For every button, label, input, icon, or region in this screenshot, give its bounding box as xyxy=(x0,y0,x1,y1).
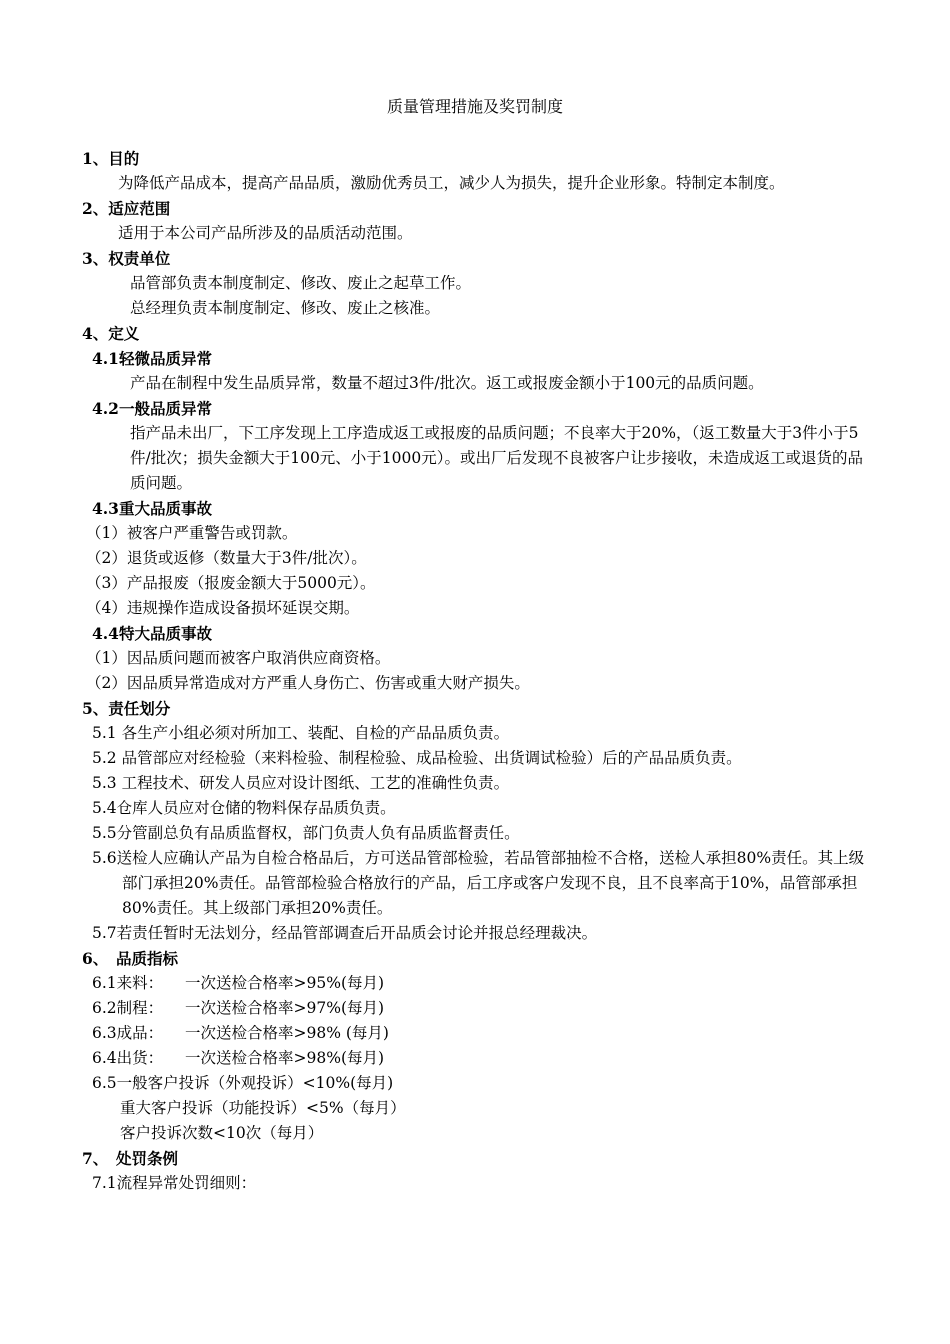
quality-indicator-row xyxy=(82,1021,882,1046)
section-1-heading: 1、目的 xyxy=(82,149,140,168)
penalty-item-7-1: 7.1流程异常处罚细则： xyxy=(92,1174,257,1192)
responsibility-item: 5.4仓库人员应对仓储的物料保存品质负责。 xyxy=(92,799,396,817)
section-4-heading: 4、定义 xyxy=(82,324,140,343)
section-7-heading: 7、 处罚条例 xyxy=(82,1149,179,1168)
document-body xyxy=(82,146,882,1196)
definition-4-3-item: （2）退货或返修（数量大于3件/批次）。 xyxy=(86,549,367,567)
responsibility-item: 5.1 各生产小组必须对所加工、装配、自检的产品品质负责。 xyxy=(92,724,510,742)
quality-indicator-row xyxy=(82,996,882,1021)
definition-4-4-item: （1）因品质问题而被客户取消供应商资格。 xyxy=(86,649,391,667)
quality-indicator-complaint-major: 重大客户投诉（功能投诉）<5%（每月） xyxy=(120,1099,406,1117)
section-1-text: 为降低产品成本，提高产品品质，激励优秀员工，减少人为损失，提升企业形象。特制定本制度。 xyxy=(118,174,785,192)
indicator-value: 一次送检合格率>95%(每月) xyxy=(185,974,385,992)
quality-indicator-row xyxy=(82,1046,882,1071)
quality-indicator-row xyxy=(82,971,882,996)
section-3-heading: 3、权责单位 xyxy=(82,249,171,268)
responsibility-item: 5.3 工程技术、研发人员应对设计图纸、工艺的准确性负责。 xyxy=(92,774,510,792)
responsibility-item: 5.2 品管部应对经检验（来料检验、制程检验、成品检验、出货调试检验）后的产品品质负责。 xyxy=(92,749,742,767)
definition-4-2-heading: 4.2一般品质异常 xyxy=(92,399,212,418)
definition-4-2-text: 指产品未出厂，下工序发现上工序造成返工或报废的品质问题；不良率大于20%，（返工数量大于3件小于5件/批次；损失金额大于100元、小于1000元）。或出厂后发现不良被客户让步接收，未造成返工或退货的品质问题。 xyxy=(130,424,864,492)
indicator-value: 一次送检合格率>98% (每月) xyxy=(185,1024,389,1042)
indicator-label: 6.1来料： xyxy=(92,974,164,992)
indicator-label: 6.2制程： xyxy=(92,999,164,1017)
section-2-text: 适用于本公司产品所涉及的品质活动范围。 xyxy=(118,224,413,242)
section-6-heading: 6、 品质指标 xyxy=(82,949,179,968)
indicator-label: 6.3成品： xyxy=(92,1024,164,1042)
definition-4-4-heading: 4.4特大品质事故 xyxy=(92,624,212,643)
document-title: 质量管理措施及奖罚制度 xyxy=(386,97,563,116)
quality-indicator-complaint-count: 客户投诉次数<10次（每月） xyxy=(120,1124,324,1142)
definition-4-3-item: （4）违规操作造成设备损坏延误交期。 xyxy=(86,599,360,617)
section-5-heading: 5、责任划分 xyxy=(82,699,171,718)
section-3-line-1: 品管部负责本制度制定、修改、废止之起草工作。 xyxy=(130,274,472,292)
indicator-label: 6.4出货： xyxy=(92,1049,164,1067)
indicator-value: 一次送检合格率>97%(每月) xyxy=(185,999,385,1017)
definition-4-3-heading: 4.3重大品质事故 xyxy=(92,499,212,518)
responsibility-item: 5.5分管副总负有品质监督权，部门负责人负有品质监督责任。 xyxy=(92,824,520,842)
definition-4-4-item: （2）因品质异常造成对方严重人身伤亡、伤害或重大财产损失。 xyxy=(86,674,530,692)
definition-4-1-heading: 4.1轻微品质异常 xyxy=(92,349,212,368)
indicator-value: 一次送检合格率>98%(每月) xyxy=(185,1049,385,1067)
definition-4-1-text: 产品在制程中发生品质异常，数量不超过3件/批次。返工或报废金额小于100元的品质问题。 xyxy=(130,374,764,392)
section-3-line-2: 总经理负责本制度制定、修改、废止之核准。 xyxy=(130,299,441,317)
definition-4-3-item: （3）产品报废（报废金额大于5000元）。 xyxy=(86,574,376,592)
responsibility-item-5-7: 5.7若责任暂时无法划分，经品管部调查后开品质会讨论并报总经理裁决。 xyxy=(92,924,598,942)
definition-4-3-item: （1）被客户严重警告或罚款。 xyxy=(86,524,298,542)
quality-indicator-complaint-general: 6.5一般客户投诉（外观投诉）<10%(每月) xyxy=(92,1074,394,1092)
responsibility-item-5-6: 5.6送检人应确认产品为自检合格品后，方可送品管部检验，若品管部抽检不合格，送检人承担80%责任。其上级部门承担20%责任。品管部检验合格放行的产品，后工序或客户发现不良，且不良率高于10%，品管部承担80%责任。其上级部门承担20%责任。 xyxy=(92,849,865,917)
section-2-heading: 2、适应范围 xyxy=(82,199,171,218)
